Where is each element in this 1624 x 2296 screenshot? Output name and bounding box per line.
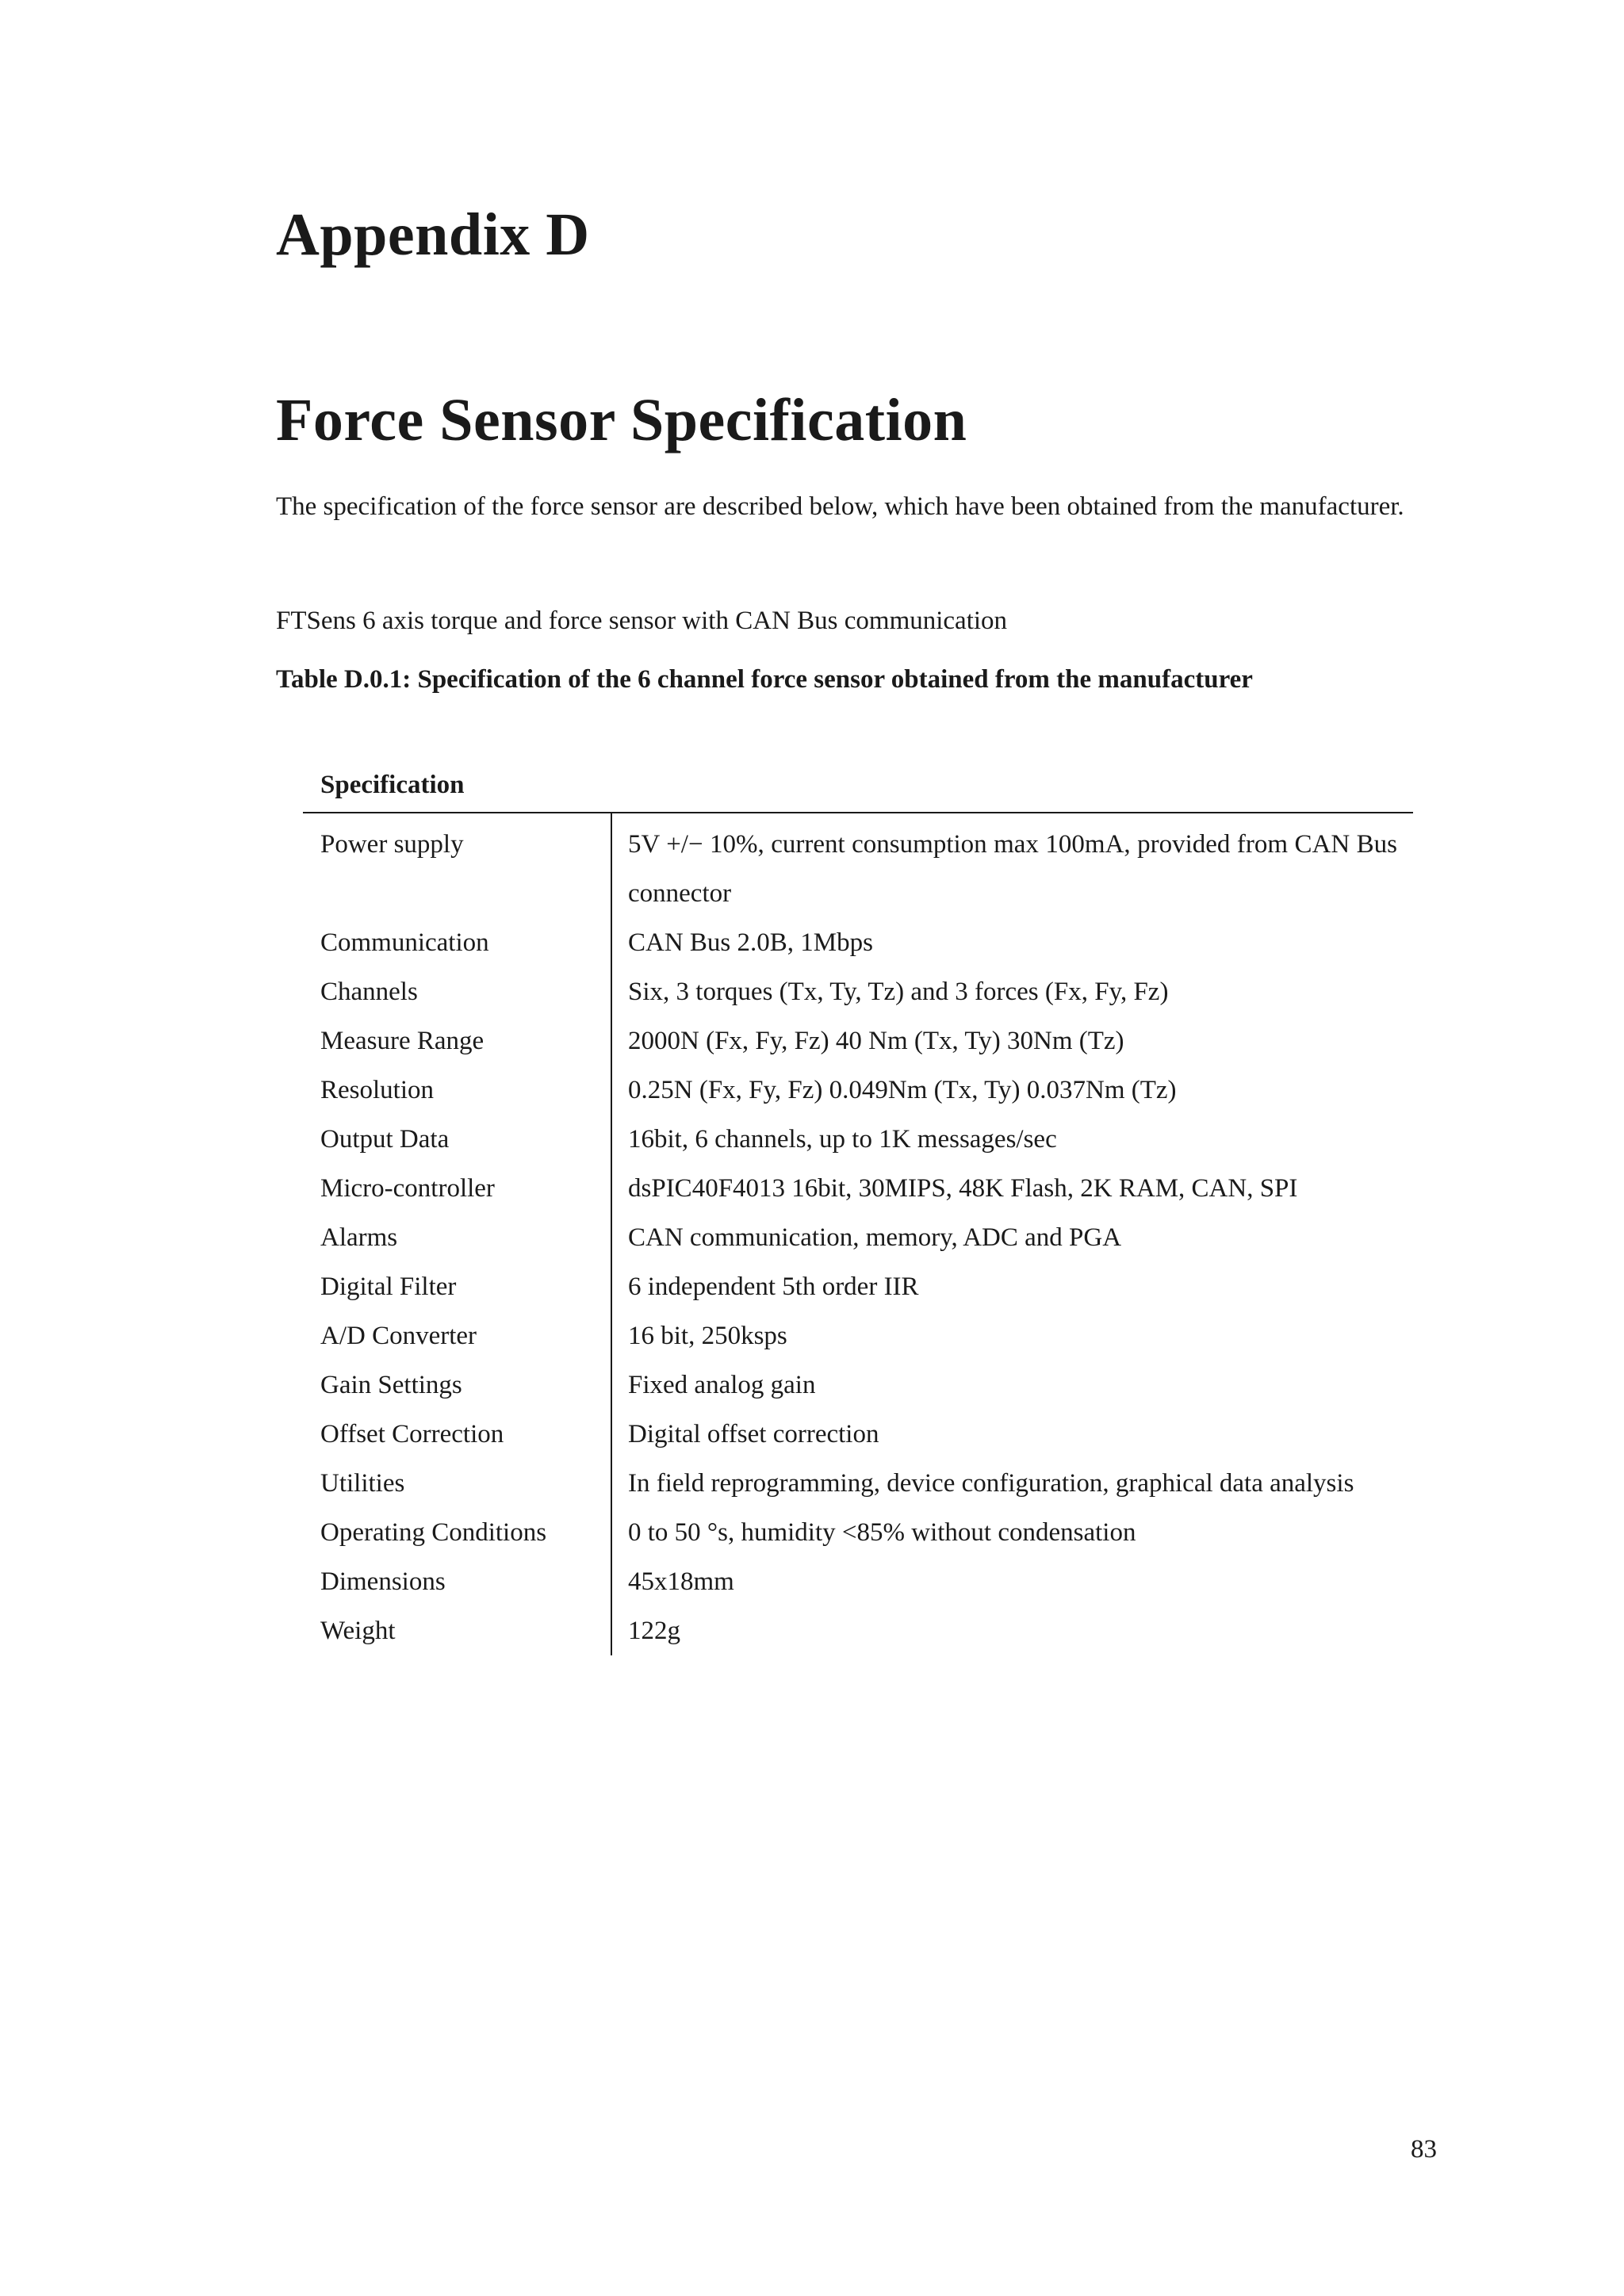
table-row [303, 1164, 1413, 1213]
table-row [303, 1115, 1413, 1164]
row-label: Alarms [320, 1223, 398, 1252]
row-value: CAN Bus 2.0B, 1Mbps [611, 918, 1413, 967]
row-label: Communication [320, 928, 489, 957]
row-label: Resolution [320, 1076, 435, 1104]
table-header-row [303, 764, 1413, 813]
table-row [303, 1557, 1413, 1606]
row-value: 0 to 50 °s, humidity <85% without condensation [611, 1508, 1413, 1557]
row-value: CAN communication, memory, ADC and PGA [611, 1213, 1413, 1262]
row-label: Digital Filter [320, 1272, 457, 1301]
row-label: Channels [320, 978, 418, 1006]
table-row [303, 1311, 1413, 1360]
intro-paragraph: The specification of the force sensor are described below, which have been obtained from the manufacturer. [276, 492, 1404, 521]
table-row [303, 1213, 1413, 1262]
row-value: 122g [611, 1606, 1413, 1655]
row-label: A/D Converter [320, 1322, 477, 1350]
table-header-empty [611, 764, 1413, 813]
table-row [303, 1066, 1413, 1115]
table-caption: Table D.0.1: Specification of the 6 channel force sensor obtained from the manufacturer [276, 665, 1253, 694]
row-value: 45x18mm [611, 1557, 1413, 1606]
table-row [303, 967, 1413, 1016]
sensor-description: FTSens 6 axis torque and force sensor with CAN Bus communication [276, 607, 1008, 635]
table-row [303, 1459, 1413, 1508]
row-value: In field reprogramming, device configuration, graphical data analysis [611, 1459, 1413, 1508]
row-label: Utilities [320, 1469, 405, 1498]
row-value: 0.25N (Fx, Fy, Fz) 0.049Nm (Tx, Ty) 0.037Nm (Tz) [611, 1066, 1413, 1115]
table-row [303, 1016, 1413, 1066]
page-number: 83 [1411, 2135, 1437, 2164]
row-value: Fixed analog gain [611, 1360, 1413, 1410]
row-value: 5V +/− 10%, current consumption max 100mA, provided from CAN Bus connector [611, 813, 1413, 918]
table-header-specification: Specification [303, 764, 611, 813]
row-label: Power supply [320, 830, 464, 859]
row-value: 16 bit, 250ksps [611, 1311, 1413, 1360]
table-row [303, 1360, 1413, 1410]
row-value: 6 independent 5th order IIR [611, 1262, 1413, 1311]
section-title: Force Sensor Specification [276, 387, 967, 453]
table-row [303, 1606, 1413, 1655]
row-value: Six, 3 torques (Tx, Ty, Tz) and 3 forces (Fx, Fy, Fz) [611, 967, 1413, 1016]
row-value: Digital offset correction [611, 1410, 1413, 1459]
specification-table [303, 764, 1413, 1655]
row-label: Weight [320, 1617, 396, 1645]
row-label: Gain Settings [320, 1371, 462, 1399]
row-value: 16bit, 6 channels, up to 1K messages/sec [611, 1115, 1413, 1164]
table-row [303, 1410, 1413, 1459]
row-value: 2000N (Fx, Fy, Fz) 40 Nm (Tx, Ty) 30Nm (Tz) [611, 1016, 1413, 1066]
row-label: Operating Conditions [320, 1518, 547, 1547]
table-row [303, 1262, 1413, 1311]
appendix-title: Appendix D [276, 201, 590, 268]
row-value: dsPIC40F4013 16bit, 30MIPS, 48K Flash, 2K RAM, CAN, SPI [611, 1164, 1413, 1213]
table-row [303, 1508, 1413, 1557]
row-label: Micro-controller [320, 1174, 495, 1203]
table-row [303, 918, 1413, 967]
row-label: Dimensions [320, 1567, 446, 1596]
row-label: Offset Correction [320, 1420, 504, 1448]
table-row [303, 813, 1413, 918]
row-label: Output Data [320, 1125, 450, 1154]
row-label: Measure Range [320, 1027, 485, 1055]
